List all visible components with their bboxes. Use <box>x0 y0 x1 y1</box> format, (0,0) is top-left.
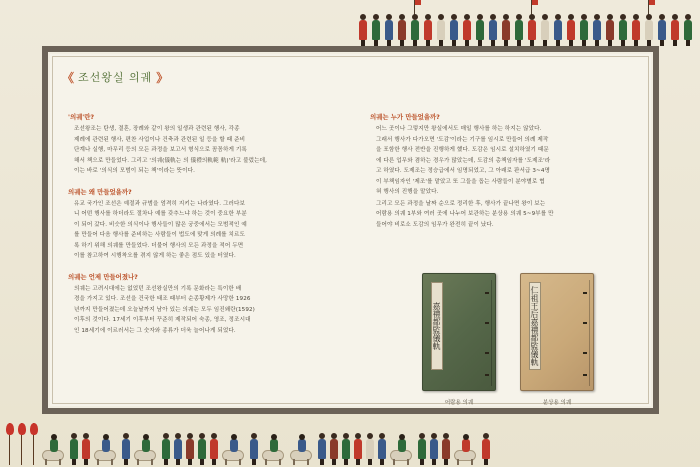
text-line: 이후의 것이다. 17세기 이후부터 꾸준히 제작되어 숙종, 영조, 정조시대 <box>74 317 251 323</box>
procession-figure <box>411 14 419 46</box>
text-line: 해서 책으로 만들었다. 그리고 '의궤(儀軌는 의 儀禮의軌範 軌)'라고 불렀는데, <box>74 157 268 164</box>
book-stitch <box>583 352 587 354</box>
book-title-glyphs: 仁祖王后嘉禮都監儀軌 <box>530 286 539 366</box>
book-image-bunsangyong <box>520 273 594 391</box>
procession-figure <box>359 14 367 46</box>
text-line: 고 하였다. 도제조는 정승급에서 임명되었고, 그 아래로 판서급 3~4명 <box>376 168 550 174</box>
procession-figure <box>122 433 130 465</box>
text-line: 니 어떤 행사를 하더라도 절차나 예를 갖추느냐 하는 것이 중요한 부분 <box>74 211 247 217</box>
procession-figure <box>489 14 497 46</box>
procession-rider <box>454 431 478 465</box>
text-line: 조선왕조는 탄생, 결혼, 장례와 같이 왕의 일생과 관련된 행사, 각종 <box>74 126 240 132</box>
text-line: 그리고 모든 과정을 날짜 순으로 정리한 후, 행사가 끝나면 왕이 보는 <box>376 200 546 207</box>
text-line: 에 다른 업무와 겸하는 경우가 많았는데, 도감의 총책임자를 '도제조'라 <box>376 157 551 164</box>
page-title <box>62 68 168 86</box>
procession-figure <box>198 433 206 465</box>
procession-figure <box>671 14 679 46</box>
right-column <box>370 112 605 240</box>
procession-figure <box>502 14 510 46</box>
bottom-procession-illustration <box>6 415 490 465</box>
procession-figure <box>354 433 362 465</box>
title-text: 조선왕실 의궤 <box>78 71 153 84</box>
procession-flag <box>30 419 38 465</box>
text-line: 의궤는 고려시대에는 없었던 조선왕실만의 기록 문화라는 특이한 배 <box>74 285 242 292</box>
procession-figure <box>437 14 445 46</box>
procession-flag <box>18 419 26 465</box>
text-line: 을 포함한 행사 전반을 진행하게 했다. 도감은 임시로 설치하였기 때문 <box>376 147 549 153</box>
text-line: 이 되어 갔다. 비슷한 의식이나 행사들이 많은 궁중에서는 모범적인 예 <box>74 221 247 228</box>
text-line: 제례에 관련된 행사, 편찬 사업이나 건축과 관련된 일 등을 할 때 준비 <box>74 136 246 143</box>
section-heading: 의궤는 왜 만들었을까? <box>68 187 132 196</box>
procession-figure <box>210 433 218 465</box>
procession-figure <box>430 433 438 465</box>
book-stitch <box>485 292 489 294</box>
procession-figure <box>606 14 614 46</box>
section-body <box>68 199 298 262</box>
procession-flag <box>6 419 14 465</box>
section-heading: 의궤는 누가 만들었을까? <box>370 113 440 121</box>
text-line: 어느 곳이나 그렇지만 왕실에서도 매일 행사를 하는 하지는 않았다. <box>376 126 542 132</box>
procession-figure <box>619 14 627 46</box>
procession-figure <box>162 433 170 465</box>
section-why <box>68 187 298 262</box>
top-procession-illustration <box>359 6 692 46</box>
text-line: 혀 행사의 진행을 맡았다. <box>376 189 439 195</box>
text-line: 어람용 의궤 1부와 여러 곳에 나누어 보관하는 분상용 의궤 5~9부를 만 <box>376 211 554 217</box>
procession-figure <box>70 433 78 465</box>
book-spine <box>491 280 492 386</box>
book-stitch <box>583 292 587 294</box>
book-caption: 어람용 의궤 <box>444 400 474 406</box>
section-when <box>68 272 298 337</box>
procession-figure <box>684 14 692 46</box>
book-stitch <box>485 322 489 324</box>
procession-rider <box>134 431 158 465</box>
text-line: 이 부책임자인 '제조'를 맡았고 또 그들을 돕는 사람들이 분야별로 협 <box>376 178 545 185</box>
procession-figure <box>541 14 549 46</box>
procession-rider <box>94 431 118 465</box>
text-line: 이는 바로 '의식의 모범이 되는 책'이라는 뜻이다. <box>74 168 195 174</box>
book-spine <box>589 280 590 386</box>
procession-figure <box>442 433 450 465</box>
procession-figure <box>318 433 326 465</box>
procession-figure <box>372 14 380 46</box>
procession-rider <box>262 431 286 465</box>
procession-figure <box>82 433 90 465</box>
text-line: 단계나 실행, 마무리 등의 모든 과정을 보고서 형식으로 꼼꼼하게 기록 <box>74 147 247 153</box>
section-body <box>68 124 298 177</box>
text-line: 를 만들어 다음 행사를 준비하는 사람들이 법도에 맞게 의례를 치르도 <box>74 232 246 238</box>
book-stitch <box>485 352 489 354</box>
procession-figure <box>366 433 374 465</box>
text-line: 이를 참고하여 시행착오를 겪지 않게 하는 좋은 점도 있을 터였다. <box>74 253 236 259</box>
text-line: 록 하기 위해 의궤를 만들었다. 더불어 행사의 모든 과정을 적어 두면 <box>74 242 244 249</box>
procession-figure <box>482 433 490 465</box>
procession-figure <box>418 433 426 465</box>
procession-figure <box>515 14 523 46</box>
procession-figure <box>593 14 601 46</box>
book-image-eoramyong <box>422 273 496 391</box>
book-stitch <box>485 374 489 376</box>
section-what <box>68 112 298 177</box>
procession-rider <box>390 431 414 465</box>
book-title-glyphs: 嘉禮都監儀軌 <box>432 302 441 350</box>
procession-figure <box>645 14 653 46</box>
procession-figure <box>632 14 640 46</box>
procession-rider <box>222 431 246 465</box>
procession-figure <box>342 433 350 465</box>
section-body <box>68 284 298 337</box>
procession-figure <box>385 14 393 46</box>
section-body <box>370 199 605 231</box>
left-column <box>68 112 298 346</box>
procession-rider <box>290 431 314 465</box>
procession-figure <box>186 433 194 465</box>
text-line: 유교 국가인 조선은 예절과 규범을 엄격히 지키는 나라였다. 그러다보 <box>74 200 246 207</box>
procession-figure <box>567 14 575 46</box>
procession-figure <box>476 14 484 46</box>
procession-figure <box>580 14 588 46</box>
book-stitch <box>583 374 587 376</box>
section-heading: 의궤는 언제 만들어졌나? <box>68 272 138 281</box>
procession-figure <box>250 433 258 465</box>
procession-figure <box>330 433 338 465</box>
section-heading: '의궤'란? <box>68 113 95 121</box>
book-caption: 분상용 의궤 <box>542 400 572 406</box>
procession-rider <box>42 431 66 465</box>
procession-figure <box>658 14 666 46</box>
procession-figure <box>174 433 182 465</box>
text-line: 그래서 행사가 다가오면 '도감'이라는 기구를 임시로 만들어 의례 제작 <box>376 136 549 143</box>
uigwe-books-figure <box>414 273 614 418</box>
procession-figure <box>463 14 471 46</box>
text-line: 들어야 비로소 도감의 임무가 완전히 끝이 났다. <box>376 221 494 228</box>
section-body <box>370 124 605 198</box>
procession-figure <box>528 14 536 46</box>
title-bracket-close: 》 <box>156 70 169 85</box>
procession-figure <box>378 433 386 465</box>
content-frame <box>42 46 659 414</box>
procession-figure <box>450 14 458 46</box>
procession-figure <box>398 14 406 46</box>
text-line: 년까지 만들어졌는데 오늘날까지 남아 있는 의궤는 모두 임진왜란(1592) <box>74 306 255 313</box>
procession-figure <box>554 14 562 46</box>
title-bracket-open: 《 <box>62 70 75 85</box>
text-line: 인 18세기에 이르러서는 그 숫자와 종류가 더욱 늘어나게 되었다. <box>74 327 236 334</box>
book-stitch <box>583 322 587 324</box>
text-line: 경을 가지고 있다. 조선을 건국한 태조 때부터 순종황제가 사망한 1926 <box>74 296 251 302</box>
procession-figure <box>424 14 432 46</box>
